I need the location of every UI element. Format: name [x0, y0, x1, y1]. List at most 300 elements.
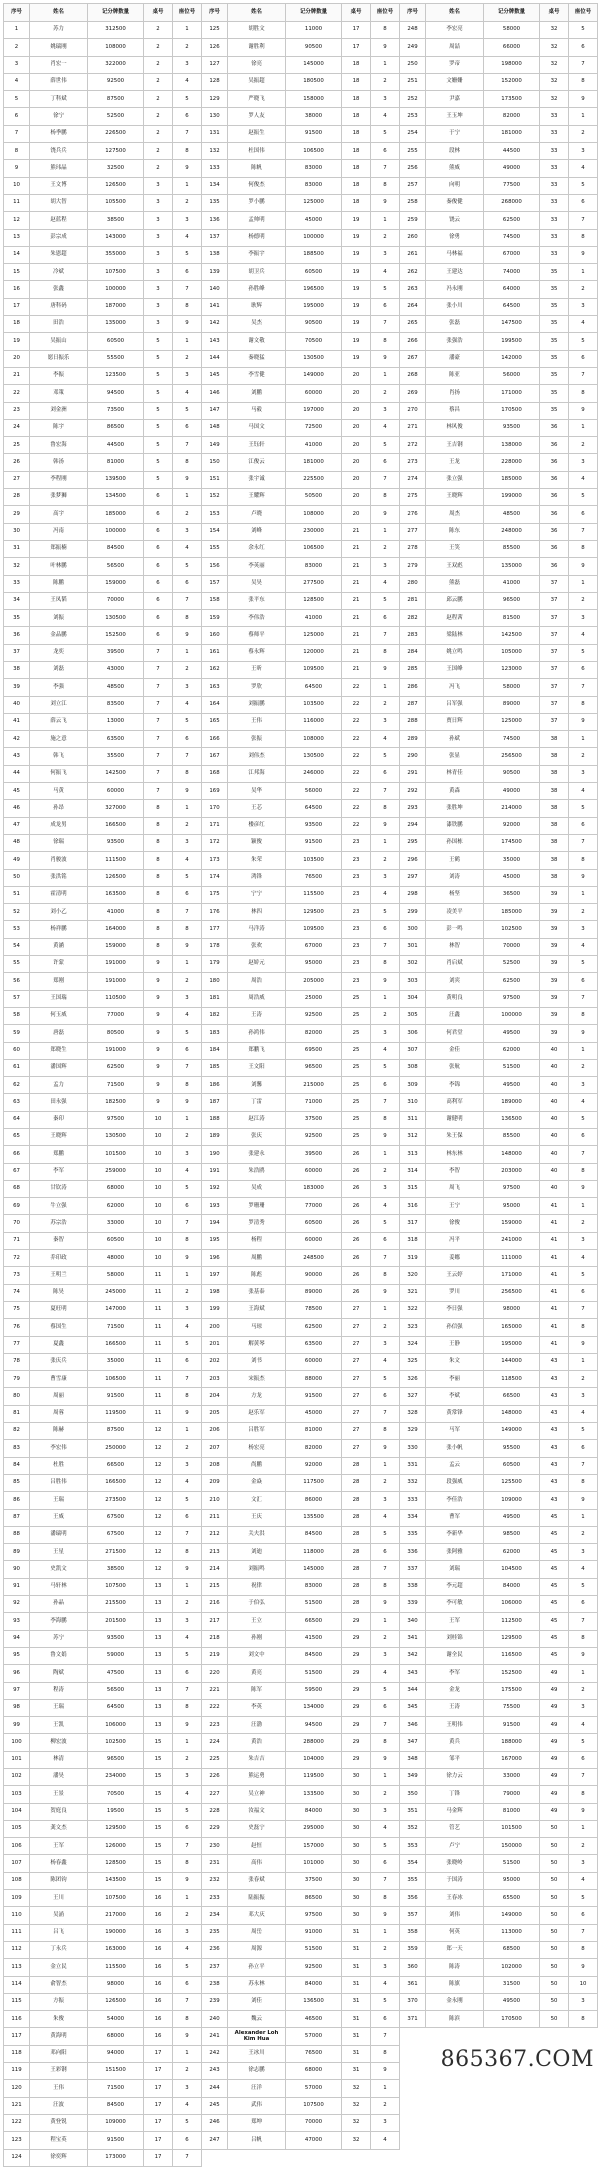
table-row	[400, 1129, 598, 1146]
row-index: 48	[4, 834, 30, 851]
player-name: 张庆兵	[30, 1353, 88, 1370]
player-name: 刘峰	[228, 523, 286, 540]
player-name: 王双彪	[426, 558, 484, 575]
table-row	[4, 437, 202, 454]
row-index: 127	[202, 56, 228, 73]
chip-count: 88000	[286, 1371, 342, 1388]
player-name: 江俊云	[228, 454, 286, 471]
player-name: 谢全民	[426, 1647, 484, 1664]
table-row	[4, 540, 202, 557]
table-number: 31	[342, 2045, 371, 2062]
chip-count: 181000	[484, 125, 540, 142]
chip-count: 80500	[88, 1025, 144, 1042]
row-index: 222	[202, 1699, 228, 1716]
seat-number: 5	[173, 1803, 202, 1820]
table-row	[202, 1042, 400, 1059]
table-number: 11	[144, 1301, 173, 1318]
table-row	[400, 713, 598, 730]
row-index: 213	[202, 1544, 228, 1561]
player-name: 唐磊	[30, 1025, 88, 1042]
chip-count: 138000	[484, 437, 540, 454]
row-index: 149	[202, 437, 228, 454]
row-index: 359	[400, 1941, 426, 1958]
table-row	[400, 1630, 598, 1647]
table-row	[4, 1388, 202, 1405]
table-number: 22	[342, 713, 371, 730]
chip-count: 95000	[484, 1198, 540, 1215]
chip-count: 103500	[286, 696, 342, 713]
seat-number: 8	[173, 1544, 202, 1561]
seat-number: 8	[569, 1319, 598, 1336]
chip-count: 135000	[88, 316, 144, 333]
table-number: 29	[342, 1699, 371, 1716]
player-name: 赵程茜	[426, 610, 484, 627]
row-index: 332	[400, 1474, 426, 1491]
table-number: 49	[540, 1665, 569, 1682]
player-name: 龚文杰	[30, 1820, 88, 1837]
seat-number: 1	[569, 1820, 598, 1837]
chip-count: 170500	[484, 402, 540, 419]
chip-count: 33000	[484, 1768, 540, 1785]
chip-count: 145000	[286, 1561, 342, 1578]
table-number: 15	[144, 1768, 173, 1785]
row-index: 27	[4, 471, 30, 488]
seat-number: 8	[569, 852, 598, 869]
table-row	[4, 194, 202, 211]
row-index: 103	[4, 1786, 30, 1803]
seat-number: 8	[173, 921, 202, 938]
table-number: 7	[144, 679, 173, 696]
seat-number: 5	[371, 1526, 400, 1543]
seat-number: 8	[569, 385, 598, 402]
table-number: 16	[144, 1890, 173, 1907]
seat-number: 5	[371, 748, 400, 765]
player-name: 梁陆林	[426, 627, 484, 644]
table-number: 2	[144, 91, 173, 108]
seat-number: 3	[371, 246, 400, 263]
row-index: 21	[4, 367, 30, 384]
player-name: 王海斌	[228, 1301, 286, 1318]
chip-count: 44500	[484, 143, 540, 160]
row-index: 304	[400, 990, 426, 1007]
table-row	[4, 1976, 202, 1993]
table-row	[4, 523, 202, 540]
row-index: 261	[400, 246, 426, 263]
player-name: 余永红	[228, 540, 286, 557]
table-row	[400, 1924, 598, 1941]
table-number: 30	[342, 1803, 371, 1820]
chip-count: 70500	[88, 1786, 144, 1803]
row-index: 217	[202, 1613, 228, 1630]
table-number: 26	[342, 1146, 371, 1163]
chip-count: 355000	[88, 246, 144, 263]
table-row	[400, 1457, 598, 1474]
player-name: 李英	[228, 1699, 286, 1716]
chip-count: 33000	[88, 1215, 144, 1232]
player-name: 金龙	[426, 1682, 484, 1699]
row-index: 221	[202, 1682, 228, 1699]
table-number: 21	[342, 644, 371, 661]
table-row	[202, 783, 400, 800]
row-index: 309	[400, 1077, 426, 1094]
player-name: 王伟	[30, 2080, 88, 2097]
header-chip-count: 记分牌数量	[484, 4, 540, 22]
row-index: 206	[202, 1423, 228, 1440]
table-row	[400, 748, 598, 765]
chip-count: 55500	[88, 350, 144, 367]
seat-table-2	[201, 3, 400, 2150]
header-seat-no: 座位号	[569, 4, 598, 22]
player-name: 冷斌	[30, 264, 88, 281]
chip-count: 98000	[88, 1976, 144, 1993]
row-index: 240	[202, 2011, 228, 2028]
table-row	[4, 748, 202, 765]
seat-number: 8	[569, 1007, 598, 1024]
row-index: 354	[400, 1855, 426, 1872]
player-name: 贾日辉	[426, 713, 484, 730]
seat-number: 4	[371, 2132, 400, 2149]
table-row	[202, 990, 400, 1007]
chip-count: 49500	[484, 1025, 540, 1042]
table-number: 50	[540, 1976, 569, 1993]
chip-count: 64500	[88, 1699, 144, 1716]
seat-number: 3	[173, 1768, 202, 1785]
player-name: 苏永林	[228, 1976, 286, 1993]
table-number: 36	[540, 437, 569, 454]
table-row	[400, 1803, 598, 1820]
row-index: 168	[202, 765, 228, 782]
table-row	[400, 973, 598, 990]
table-row	[400, 1665, 598, 1682]
row-index: 277	[400, 523, 426, 540]
chip-count: 35000	[88, 1353, 144, 1370]
seat-number: 9	[371, 1751, 400, 1768]
player-name: 张洪铭	[30, 869, 88, 886]
chip-count: 90000	[286, 1267, 342, 1284]
table-row	[400, 1959, 598, 1976]
seat-number: 5	[569, 1578, 598, 1595]
table-number: 8	[144, 869, 173, 886]
player-name: 孟力	[30, 1077, 88, 1094]
chip-count: 101500	[88, 1146, 144, 1163]
row-index: 171	[202, 817, 228, 834]
player-name: 田永强	[30, 1094, 88, 1111]
table-number: 9	[144, 1042, 173, 1059]
row-index: 85	[4, 1474, 30, 1491]
table-number: 5	[144, 402, 173, 419]
player-name: 陈团钧	[30, 1872, 88, 1889]
table-row	[202, 1146, 400, 1163]
table-row	[400, 1301, 598, 1318]
player-name: 杜国伟	[228, 143, 286, 160]
table-number: 41	[540, 1336, 569, 1353]
player-name: 陈涛	[426, 1959, 484, 1976]
table-number: 40	[540, 1059, 569, 1076]
chip-count: 84000	[286, 1803, 342, 1820]
seat-number: 4	[371, 264, 400, 281]
chip-count: 64500	[286, 800, 342, 817]
table-number: 33	[540, 229, 569, 246]
chip-count: 97500	[286, 1907, 342, 1924]
table-row	[4, 1077, 202, 1094]
table-number: 12	[144, 1509, 173, 1526]
row-index: 154	[202, 523, 228, 540]
table-row	[202, 1993, 400, 2010]
player-name: 孙立平	[228, 1959, 286, 1976]
seat-number: 3	[371, 1803, 400, 1820]
player-name: 方龙	[228, 1388, 286, 1405]
player-name: 陈鹏	[30, 575, 88, 592]
seat-number: 7	[569, 1924, 598, 1941]
seat-number: 1	[371, 990, 400, 1007]
chip-count: 170500	[484, 2011, 540, 2028]
player-name: 武伟	[228, 2097, 286, 2114]
player-name: 杨德明	[228, 229, 286, 246]
seat-number: 7	[569, 1613, 598, 1630]
table-row	[4, 212, 202, 229]
chip-count: 60000	[88, 783, 144, 800]
player-name: 罗珊珊	[228, 1198, 286, 1215]
table-number: 19	[342, 229, 371, 246]
table-row	[400, 800, 598, 817]
row-index: 70	[4, 1215, 30, 1232]
row-index: 303	[400, 973, 426, 990]
table-row	[202, 1734, 400, 1751]
seat-number: 8	[371, 177, 400, 194]
chip-count: 127500	[88, 143, 144, 160]
table-number: 35	[540, 402, 569, 419]
chip-count: 225500	[286, 471, 342, 488]
table-number: 16	[144, 1959, 173, 1976]
seat-number: 7	[569, 1457, 598, 1474]
table-row	[400, 1647, 598, 1664]
seat-number: 5	[569, 644, 598, 661]
seat-number: 9	[371, 39, 400, 56]
table-row	[400, 852, 598, 869]
table-row	[400, 1163, 598, 1180]
table-number: 27	[342, 1336, 371, 1353]
site-watermark: 865367.COM	[440, 2047, 594, 2072]
seat-number: 5	[569, 22, 598, 39]
row-index: 97	[4, 1682, 30, 1699]
player-name: 郑鹏飞	[228, 1042, 286, 1059]
seat-number: 6	[569, 194, 598, 211]
player-name: 史凯文	[30, 1561, 88, 1578]
chip-count: 136500	[286, 1993, 342, 2010]
seat-number: 9	[371, 1596, 400, 1613]
table-number: 26	[342, 1198, 371, 1215]
seat-number: 4	[173, 1319, 202, 1336]
player-name: 马金辉	[426, 1803, 484, 1820]
row-index: 297	[400, 869, 426, 886]
chip-count: 60000	[286, 1353, 342, 1370]
table-number: 37	[540, 644, 569, 661]
player-name: 王瑞	[30, 1492, 88, 1509]
seat-number: 8	[371, 1890, 400, 1907]
seat-number: 5	[173, 1959, 202, 1976]
seat-number: 2	[173, 973, 202, 990]
row-index: 287	[400, 696, 426, 713]
player-name: 郑一天	[426, 1941, 484, 1958]
table-row	[4, 1751, 202, 1768]
table-number: 9	[144, 1059, 173, 1076]
table-number: 3	[144, 177, 173, 194]
table-number: 13	[144, 1682, 173, 1699]
seat-number: 2	[569, 281, 598, 298]
player-name: 徐俊	[426, 1215, 484, 1232]
seat-number: 8	[173, 298, 202, 315]
table-row	[202, 298, 400, 315]
table-row	[202, 1509, 400, 1526]
row-index: 157	[202, 575, 228, 592]
table-number: 30	[342, 1872, 371, 1889]
table-number: 33	[540, 108, 569, 125]
seat-number: 7	[569, 1146, 598, 1163]
chip-count: 191000	[88, 956, 144, 973]
table-row	[400, 298, 598, 315]
row-index: 258	[400, 194, 426, 211]
table-number: 36	[540, 489, 569, 506]
seat-number: 7	[371, 1872, 400, 1889]
player-name: 陆振振	[228, 1890, 286, 1907]
table-row	[4, 1267, 202, 1284]
player-name: 王吉钢	[426, 437, 484, 454]
table-row	[400, 367, 598, 384]
chip-count: 164000	[88, 921, 144, 938]
row-index: 22	[4, 385, 30, 402]
player-name: 彭宗成	[30, 229, 88, 246]
chip-count: 185000	[484, 904, 540, 921]
table-number: 17	[342, 22, 371, 39]
row-index: 209	[202, 1474, 228, 1491]
row-index: 219	[202, 1647, 228, 1664]
row-index: 63	[4, 1094, 30, 1111]
table-number: 36	[540, 558, 569, 575]
chip-count: 268000	[484, 194, 540, 211]
table-number: 23	[342, 869, 371, 886]
table-row	[202, 1474, 400, 1491]
table-number: 37	[540, 679, 569, 696]
table-row	[202, 644, 400, 661]
table-number: 9	[144, 1007, 173, 1024]
player-name: 吴昊	[228, 575, 286, 592]
player-name: 胡卫兵	[228, 264, 286, 281]
player-name: 李程刚	[30, 471, 88, 488]
seat-number: 6	[173, 731, 202, 748]
chip-count: 64500	[286, 679, 342, 696]
player-name: 周飞	[426, 1180, 484, 1197]
seat-number: 9	[371, 1440, 400, 1457]
player-name: 熊运勇	[228, 1768, 286, 1785]
chip-count: 92500	[88, 73, 144, 90]
player-name: 丁锋	[426, 1786, 484, 1803]
seat-number: 7	[173, 1682, 202, 1699]
table-number: 2	[144, 73, 173, 90]
player-name: 陈赫	[30, 1423, 88, 1440]
table-row	[202, 264, 400, 281]
table-row	[4, 904, 202, 921]
chip-count: 94500	[88, 385, 144, 402]
seat-number: 4	[569, 783, 598, 800]
chip-count: 273500	[88, 1492, 144, 1509]
seat-number: 3	[569, 765, 598, 782]
table-number: 26	[342, 1163, 371, 1180]
chip-count: 101000	[286, 1855, 342, 1872]
player-name: 王昕	[228, 661, 286, 678]
table-row	[4, 973, 202, 990]
table-number: 17	[144, 2080, 173, 2097]
table-number: 21	[342, 627, 371, 644]
row-index: 220	[202, 1665, 228, 1682]
chip-count: 76500	[286, 2045, 342, 2062]
row-index: 113	[4, 1959, 30, 1976]
table-row	[4, 125, 202, 142]
table-row	[4, 506, 202, 523]
table-number: 39	[540, 1007, 569, 1024]
seat-number: 4	[569, 1094, 598, 1111]
row-index: 280	[400, 575, 426, 592]
table-row	[4, 229, 202, 246]
table-number: 15	[144, 1838, 173, 1855]
seat-number: 8	[371, 1734, 400, 1751]
table-row	[400, 990, 598, 1007]
player-name: 王川	[30, 1890, 88, 1907]
row-index: 279	[400, 558, 426, 575]
player-name: 吴华	[228, 783, 286, 800]
seat-number: 1	[569, 575, 598, 592]
row-index: 76	[4, 1319, 30, 1336]
table-row	[4, 1907, 202, 1924]
chip-count: 84500	[286, 1647, 342, 1664]
player-name: 张强浩	[426, 333, 484, 350]
table-row	[4, 575, 202, 592]
chip-count: 135500	[286, 1509, 342, 1526]
chip-count: 87500	[88, 1423, 144, 1440]
chip-count: 149000	[286, 367, 342, 384]
row-index: 28	[4, 489, 30, 506]
row-index: 79	[4, 1371, 30, 1388]
seat-number: 2	[569, 1526, 598, 1543]
player-name: 宁宁	[228, 886, 286, 903]
player-name: 赵乐军	[228, 1405, 286, 1422]
player-name: 周鹏	[228, 1250, 286, 1267]
row-index: 155	[202, 540, 228, 557]
row-index: 20	[4, 350, 30, 367]
row-index: 292	[400, 783, 426, 800]
player-name: 林四	[228, 904, 286, 921]
seat-number: 8	[371, 489, 400, 506]
seat-number: 8	[173, 454, 202, 471]
player-name: 金品鹏	[30, 627, 88, 644]
player-name: 程涛	[30, 1682, 88, 1699]
table-row	[4, 592, 202, 609]
table-row	[202, 1682, 400, 1699]
row-index: 207	[202, 1440, 228, 1457]
seat-number: 6	[371, 610, 400, 627]
table-row	[202, 731, 400, 748]
chip-count: 66500	[88, 1457, 144, 1474]
row-index: 210	[202, 1492, 228, 1509]
table-number: 35	[540, 367, 569, 384]
seat-number: 8	[173, 2011, 202, 2028]
row-index: 182	[202, 1007, 228, 1024]
table-number: 43	[540, 1423, 569, 1440]
row-index: 191	[202, 1163, 228, 1180]
table-row	[202, 627, 400, 644]
table-row	[202, 1890, 400, 1907]
row-index: 130	[202, 108, 228, 125]
seat-number: 9	[569, 869, 598, 886]
